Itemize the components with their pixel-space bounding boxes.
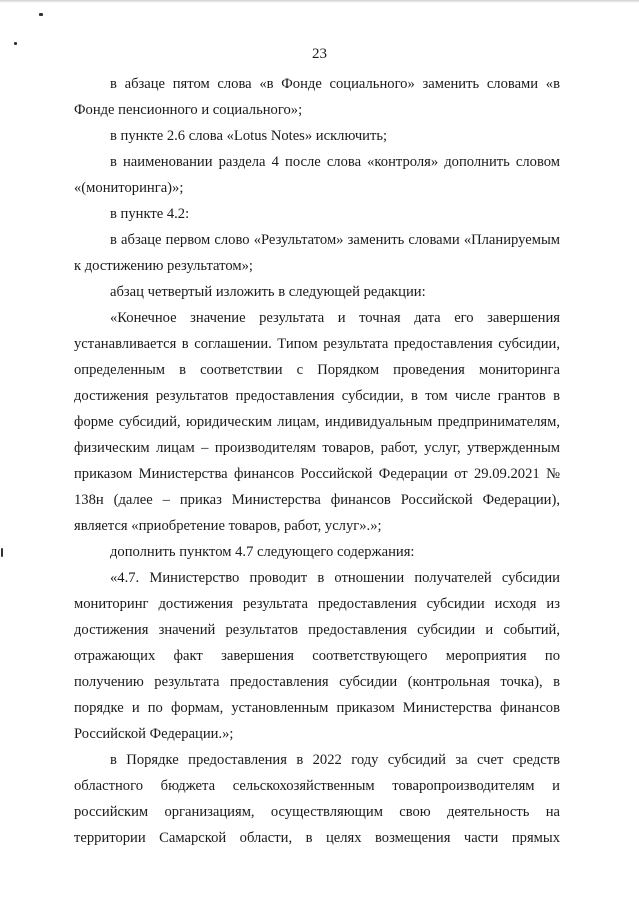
scan-speck [39,13,43,16]
scan-top-edge [0,0,639,3]
paragraph: в абзаце первом слово «Результатом» заменить словами «Планируемым к достижению результатом»; [74,232,560,274]
paragraph: в абзаце пятом слова «в Фонде социального» заменить словами «в Фонде пенсионного и социального»; [74,76,560,118]
paragraph: абзац четвертый изложить в следующей редакции: [110,284,426,300]
document-body [74,71,560,851]
paragraph: в пункте 4.2: [110,206,190,222]
paragraph: «4.7. Министерство проводит в отношении получателей субсидии мониторинг достижения результата предоставления субсидии исходя из достижения значений результатов предоставления субсидии и событий, отражающих факт завершения соответствующего мероприятия по получению результата предоставления субсидии (контрольная точка), в порядке и по формам, установленным приказом Министерства финансов Российской Федерации.»; [74,570,560,742]
paragraph: в наименовании раздела 4 после слова «контроля» дополнить словом «(мониторинга)»; [74,154,560,196]
paragraph: в Порядке предоставления в 2022 году субсидий за счет средств областного бюджета сельскохозяйственным товаропроизводителям и российским организациям, осуществляющим свою деятельность на территории Самарской области, в целях возмещения части прямых [74,752,560,846]
paragraph: «Конечное значение результата и точная дата его завершения устанавливается в соглашении. Типом результата предоставления субсидии, определенным в соответствии с Порядком проведения мониторинга достижения результатов предоставления субсидии, в том числе грантов в форме субсидий, юридическим лицам, индивидуальным предпринимателям, физическим лицам – производителям товаров, работ, услуг, утвержденным приказом Министерства финансов Российской Федерации от 29.09.2021 № 138н (далее – приказ Министерства финансов Российской Федерации), является «приобретение товаров, работ, услуг».»; [74,310,560,534]
page-number: 23 [312,46,327,62]
paragraph: дополнить пунктом 4.7 следующего содержания: [110,544,415,560]
paragraph: в пункте 2.6 слова «Lotus Notes» исключить; [110,128,388,144]
scan-speck [1,548,3,557]
